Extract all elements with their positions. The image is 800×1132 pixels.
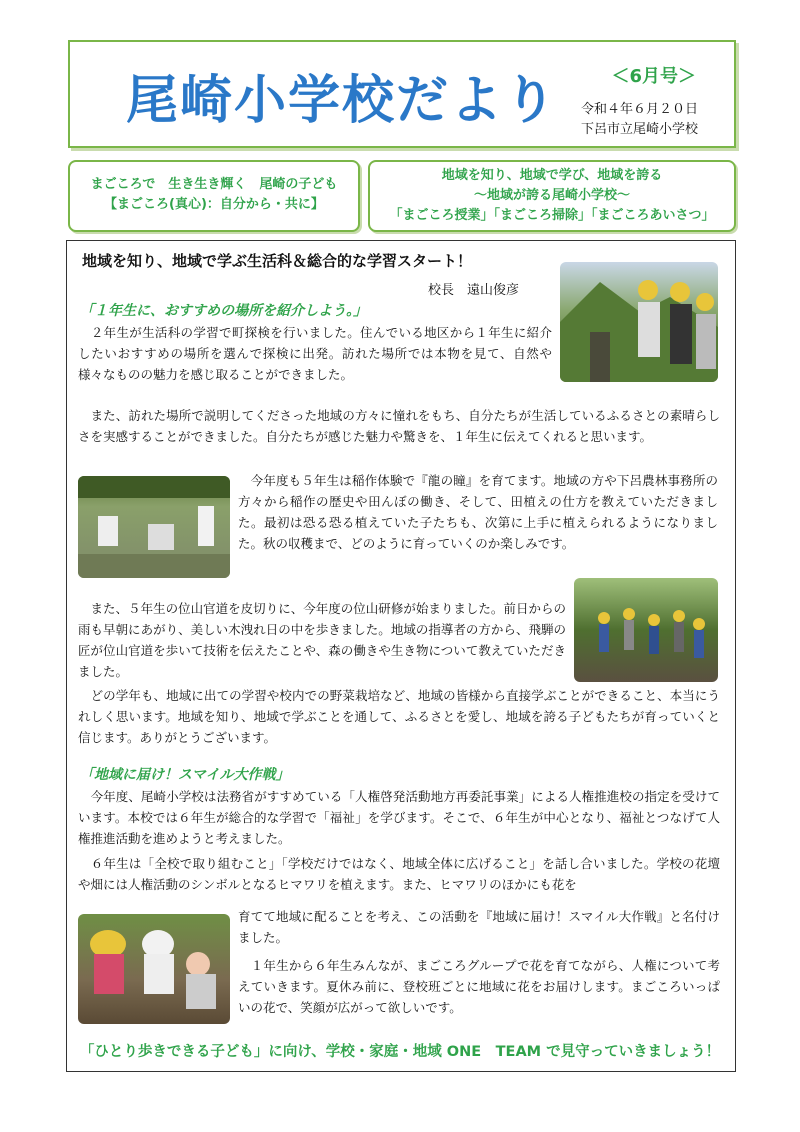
motto-box-right [368, 160, 736, 232]
photo-town-exploration-art [560, 262, 718, 382]
article-headline: 地域を知り、地域で学ぶ生活科＆総合的な学習スタート！ [82, 252, 473, 270]
motto-right-line1: 地域を知り、地域で学び、地域を誇る [441, 168, 663, 183]
section2-title: 「地域に届け！スマイル大作戦」 [80, 767, 290, 783]
paragraph-6: 今年度、尾崎小学校は法務省がすすめている「人権啓発活動地方再委託事業」による人権推進校の指定を受けています。本校では６年生が総合的な学習で「福祉」を学びます。そこで、６年生が中心となり、福祉とつなげて人権推進活動を進めようと考えました。 [78, 789, 720, 846]
photo-town-exploration [560, 262, 718, 382]
photo-flower-planting [78, 914, 230, 1024]
school-name: 下呂市立尾崎小学校 [580, 122, 698, 137]
motto-left-line2: 【まごころ(真心)：自分から・共に】 [104, 197, 324, 212]
header-banner [68, 40, 736, 148]
photo-flower-planting-art [78, 914, 230, 1024]
paragraph-1: ２年生が生活科の学習で町探検を行いました。住んでいる地区から１年生に紹介したいおすすめの場所を選んで探検に出発。訪れた場所では本物を見て、自然や様々なものの魅力を感じ取ることができました。 [78, 325, 552, 382]
section1-title: 「１年生に、おすすめの場所を紹介しよう。」 [80, 303, 368, 319]
paragraph-8: 育てて地域に配ることを考え、この活動を『地域に届け！スマイル大作戦』と名付けました。 [238, 909, 720, 945]
footer-slogan: 「ひとり歩きできる子ども」に向け、学校・家庭・地域 ONE TEAM で見守っていきましょう！ [79, 1044, 721, 1060]
motto-right-line2: ～地域が誇る尾崎小学校～ [473, 188, 630, 203]
issue-label: ＜6月号＞ [611, 66, 696, 87]
motto-box-left [68, 160, 360, 232]
photo-rice-planting-art [78, 476, 230, 578]
paragraph-7: ６年生は「全校で取り組むこと」「学校だけではなく、地域全体に広げること」を話し合いました。学校の花壇や畑には人権活動のシンボルとなるヒマワリを植えます。また、ヒマワリのほかにも花を [78, 856, 720, 892]
motto-right-line3: 「まごころ授業」「まごころ掃除」「まごころあいさつ」 [389, 208, 715, 223]
motto-left-line1: まごころで 生き生き輝く 尾崎の子ども [90, 177, 338, 192]
photo-kuraiyama-trip-art [574, 578, 718, 682]
issue-date: 令和４年６月２０日 [580, 102, 698, 117]
photo-rice-planting [78, 476, 230, 578]
paragraph-3: 今年度も５年生は稲作体験で『龍の瞳』を育てます。地域の方や下呂農林事務所の方々から稲作の歴史や田んぼの働き、そして、田植えの仕方を教えていただきました。最初は恐る恐る植えていた子たちも、次第に上手に植えられるようになりました。秋の収穫まで、どのように育っていくのか楽しみです。 [238, 473, 718, 551]
photo-kuraiyama-trip [574, 578, 718, 682]
paragraph-9: １年生から６年生みんなが、まごころグループで花を育てながら、人権について考えていきます。夏休み前に、登校班ごとに地域に花をお届けします。まごころいっぱいの花で、笑顔が広がって欲しいです。 [238, 958, 720, 1015]
newsletter-title: 尾崎小学校だより [126, 71, 559, 131]
paragraph-4: また、５年生の位山官道を皮切りに、今年度の位山研修が始まりました。前日からの雨も早朝にあがり、美しい木洩れ日の中を歩きました。地域の指導者の方から、飛騨の匠が位山官道を歩いて技術を伝えたことや、森の働きや生き物について教えていただきました。 [78, 601, 566, 679]
paragraph-2: また、訪れた場所で説明してくださった地域の方々に憧れをもち、自分たちが生活しているふるさとの素晴らしさを実感することができました。自分たちが感じた魅力や驚きを、１年生に伝えてくれると思います。 [78, 408, 720, 444]
article-author: 校長 遠山俊彦 [428, 283, 520, 298]
paragraph-5: どの学年も、地域に出ての学習や校内での野菜栽培など、地域の皆様から直接学ぶことができること、本当にうれしく思います。地域を知り、地域で学ぶことを通して、ふるさとを愛し、地域を誇る子どもたちが育っていくと信じます。ありがとうございます。 [78, 688, 720, 745]
